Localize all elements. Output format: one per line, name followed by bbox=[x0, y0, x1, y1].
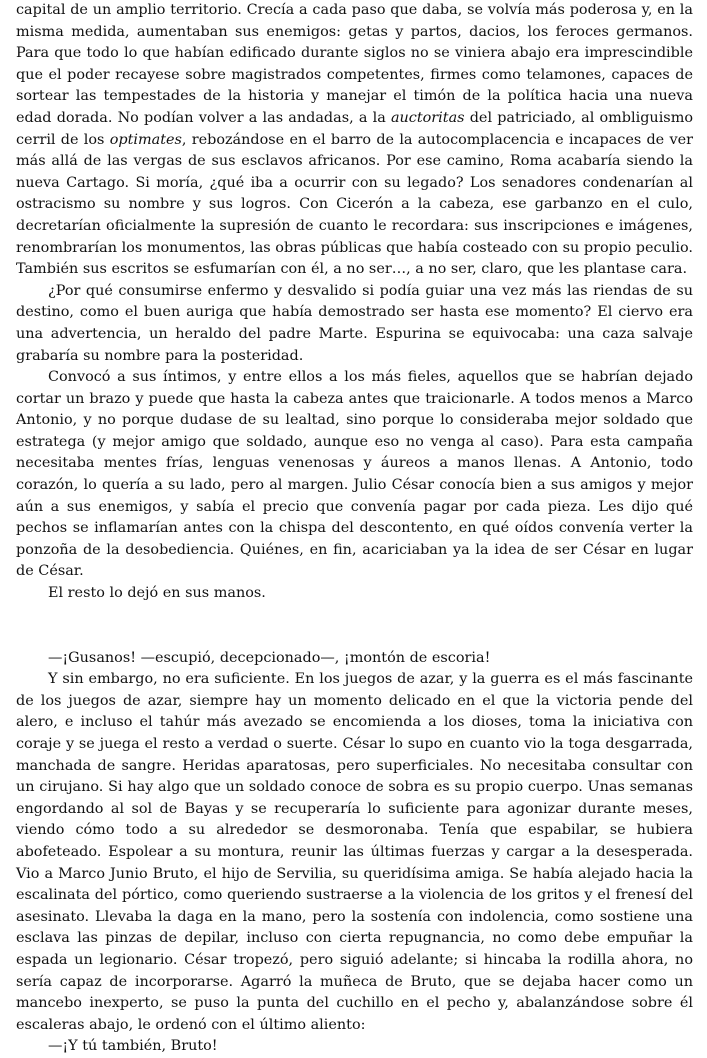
text-run: capital de un amplio territorio. Crecía a cada paso que daba, se volvía más poderosa y, en la misma medida, aumentaban sus enemigos: getas y partos, dacios, los feroces germanos. Para que todo lo que habían edificado durante siglos no se viniera abajo era imprescindible que el poder recayese sobre magistrados competentes, firmes como telamones, capaces de sortear las tempestades de la historia y manejar el timón de la política hacia una nueva edad dorada. No podían volver a las andadas, a la bbox=[16, 2, 693, 126]
text-run: del patriciado, al ombliguismo cerril de los bbox=[16, 109, 693, 148]
text-run: , rebozándose en el barro de la autocomplacencia e incapaces de ver más allá de las vergas de sus esclavos africanos. Por ese camino, Roma acabaría siendo la nueva Cartago. Si moría, ¿qué iba a ocurrir con su legado? Los senadores condenarían al ostracismo su nombre y sus logros. Con Cicerón a la cabeza, ese garbanzo en el culo, decretarían oficialmente la supresión de cuanto le recordara: sus inscripciones e imágenes, renombrarían los monumentos, las obras públicas que había costeado con su propio peculio. También sus escritos se esfumarían con él, a no ser…, a no ser, claro, que les plantase cara. bbox=[16, 131, 693, 278]
italic-term-optimates: optimates bbox=[109, 131, 182, 148]
paragraph-sin-embargo: Y sin embargo, no era suficiente. En los juegos de azar, y la guerra es el más fascinante de los juegos de azar, siempre hay un momento delicado en el que la victoria pende del alero, e incluso el tahúr más avezado se encomienda a los dioses, toma la iniciativa con coraje y se juega el resto a verdad o suerte. César lo supo en cuanto vio la toga desgarrada, manchada de sangre. Heridas aparatosas, pero superficiales. No necesitaba consultar con un cirujano. Si hay algo que un soldado conoce de sobra es su propio cuerpo. Unas semanas engordando al sol de Bayas y se recuperaría lo suficiente para agonizar durante meses, viendo cómo todo a su alrededor se desmoronaba. Tenía que espabilar, se hubiera abofeteado. Espolear a su montura, reunir las últimas fuerzas y cargar a la desesperada. Vio a Marco Junio Bruto, el hijo de Servilia, su queridísima amiga. Se había alejado hacia la escalinata del pórtico, como queriendo sustraerse a la violencia de los gritos y el frenesí del asesinato. Llevaba la daga en la mano, pero la sostenía con indolencia, como sostiene una esclava las pinzas de depilar, incluso con cierta repugnancia, no como debe empuñar la espada un legionario. César tropezó, pero siguió adelante; si hincaba la rodilla ahora, no sería capaz de incorporarse. Agarró la muñeca de Bruto, que se dejaba hacer como un mancebo inexperto, se puso la punta del cuchillo en el pecho y, abalanzándose sobre él escaleras abajo, le ordenó con el último aliento: bbox=[16, 671, 693, 1033]
paragraph-consumirse: ¿Por qué consumirse enfermo y desvalido si podía guiar una vez más las riendas de su destino, como el buen auriga que había demostrado ser hasta ese momento? El ciervo era una advertencia, un heraldo del padre Marte. Espurina se equivocaba: una caza salvaje grabaría su nombre para la posteridad. bbox=[16, 282, 693, 364]
section-break bbox=[16, 605, 693, 648]
paragraph-convoco: Convocó a sus íntimos, y entre ellos a los más fieles, aquellos que se habrían dejado cortar un brazo y puede que hasta la cabeza antes que traicionarle. A todos menos a Marco Antonio, y no porque dudase de su lealtad, sino porque lo consideraba mejor soldado que estratega (y mejor amigo que soldado, aunque eso no venga al caso). Para esta campaña necesitaba mentes frías, lenguas venenosas y áureos a manos llenas. A Antonio, todo corazón, lo quería a su lado, pero al margen. Julio César conocía bien a sus amigos y mejor aún a sus enemigos, y sabía el precio que convenía pagar por cada pieza. Les dijo qué pechos se inflamarían antes con la chispa del descontento, en qué oídos convenía verter la ponzoña de la desobediencia. Quiénes, en fin, acariciaban ya la idea de ser César en lugar de César. bbox=[16, 369, 693, 580]
book-page bbox=[16, 0, 693, 1058]
paragraph-capital bbox=[16, 0, 693, 281]
paragraph-gusanos: —¡Gusanos! —escupió, decepcionado—, ¡montón de escoria! bbox=[48, 649, 491, 666]
paragraph-el-resto: El resto lo dejó en sus manos. bbox=[48, 585, 266, 602]
italic-term-auctoritas: auctoritas bbox=[390, 109, 465, 126]
paragraph-tu-tambien: —¡Y tú también, Bruto! bbox=[48, 1038, 218, 1055]
